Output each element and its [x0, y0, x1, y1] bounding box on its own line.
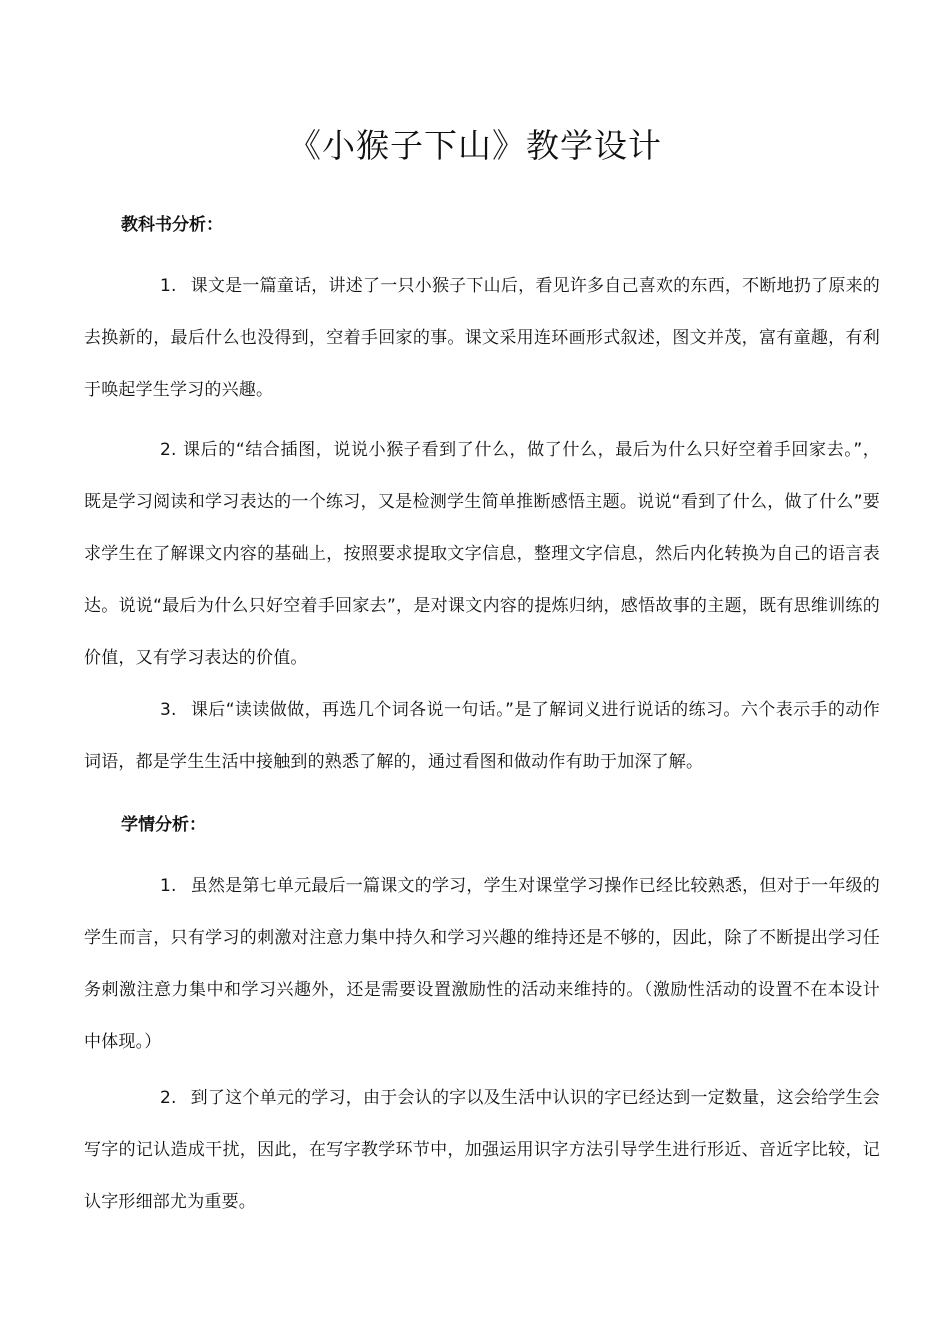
paragraph-text: 课文是一篇童话，讲述了一只小猴子下山后，看见许多自己喜欢的东西，不断地扔了原来的去换新的，最后什么也没得到，空着手回家的事。课文采用连环画形式叙述，图文并茂，富有童趣，有利于唤起学生学习的兴趣。: [84, 276, 880, 400]
textbook-analysis-paragraph-1: [84, 260, 880, 416]
learner-analysis-paragraph-2: [84, 1072, 880, 1228]
paragraph-number: 1.: [160, 276, 177, 296]
paragraph-number: 2.: [160, 1088, 177, 1108]
paragraph-number: 1.: [160, 876, 177, 896]
paragraph-text: 课后“读读做做，再选几个词各说一句话。”是了解词义进行说话的练习。六个表示手的动作词语，都是学生生活中接触到的熟悉了解的，通过看图和做动作有助于加深了解。: [84, 700, 880, 772]
textbook-analysis-paragraph-2: [84, 424, 880, 684]
document-title: 《小猴子下山》教学设计: [288, 126, 662, 165]
section-heading-textbook-analysis: 教科书分析：: [121, 215, 223, 235]
paragraph-text: 课后的“结合插图，说说小猴子看到了什么，做了什么，最后为什么只好空着手回家去。”，既是学习阅读和学习表达的一个练习，又是检测学生简单推断感悟主题。说说“看到了什么，做了什么”要求学生在了解课文内容的基础上，按照要求提取文字信息，整理文字信息，然后内化转换为自己的语言表达。说说“最后为什么只好空着手回家去”，是对课文内容的提炼归纳，感悟故事的主题，既有思维训练的价值，又有学习表达的价值。: [84, 440, 880, 668]
section-heading-learner-analysis: 学情分析：: [121, 815, 206, 835]
textbook-analysis-paragraph-3: [84, 684, 880, 788]
paragraph-text: 虽然是第七单元最后一篇课文的学习，学生对课堂学习操作已经比较熟悉，但对于一年级的学生而言，只有学习的刺激对注意力集中持久和学习兴趣的维持还是不够的，因此，除了不断提出学习任务刺激注意力集中和学习兴趣外，还是需要设置激励性的活动来维持的。（激励性活动的设置不在本设计中体现。）: [84, 876, 880, 1052]
learner-analysis-paragraph-1: [84, 860, 880, 1068]
paragraph-number: 3.: [160, 700, 177, 720]
paragraph-number: 2.: [160, 440, 177, 460]
paragraph-text: 到了这个单元的学习，由于会认的字以及生活中认识的字已经达到一定数量，这会给学生会写字的记认造成干扰，因此，在写字教学环节中，加强运用识字方法引导学生进行形近、音近字比较，记认字形细部尤为重要。: [84, 1088, 880, 1212]
